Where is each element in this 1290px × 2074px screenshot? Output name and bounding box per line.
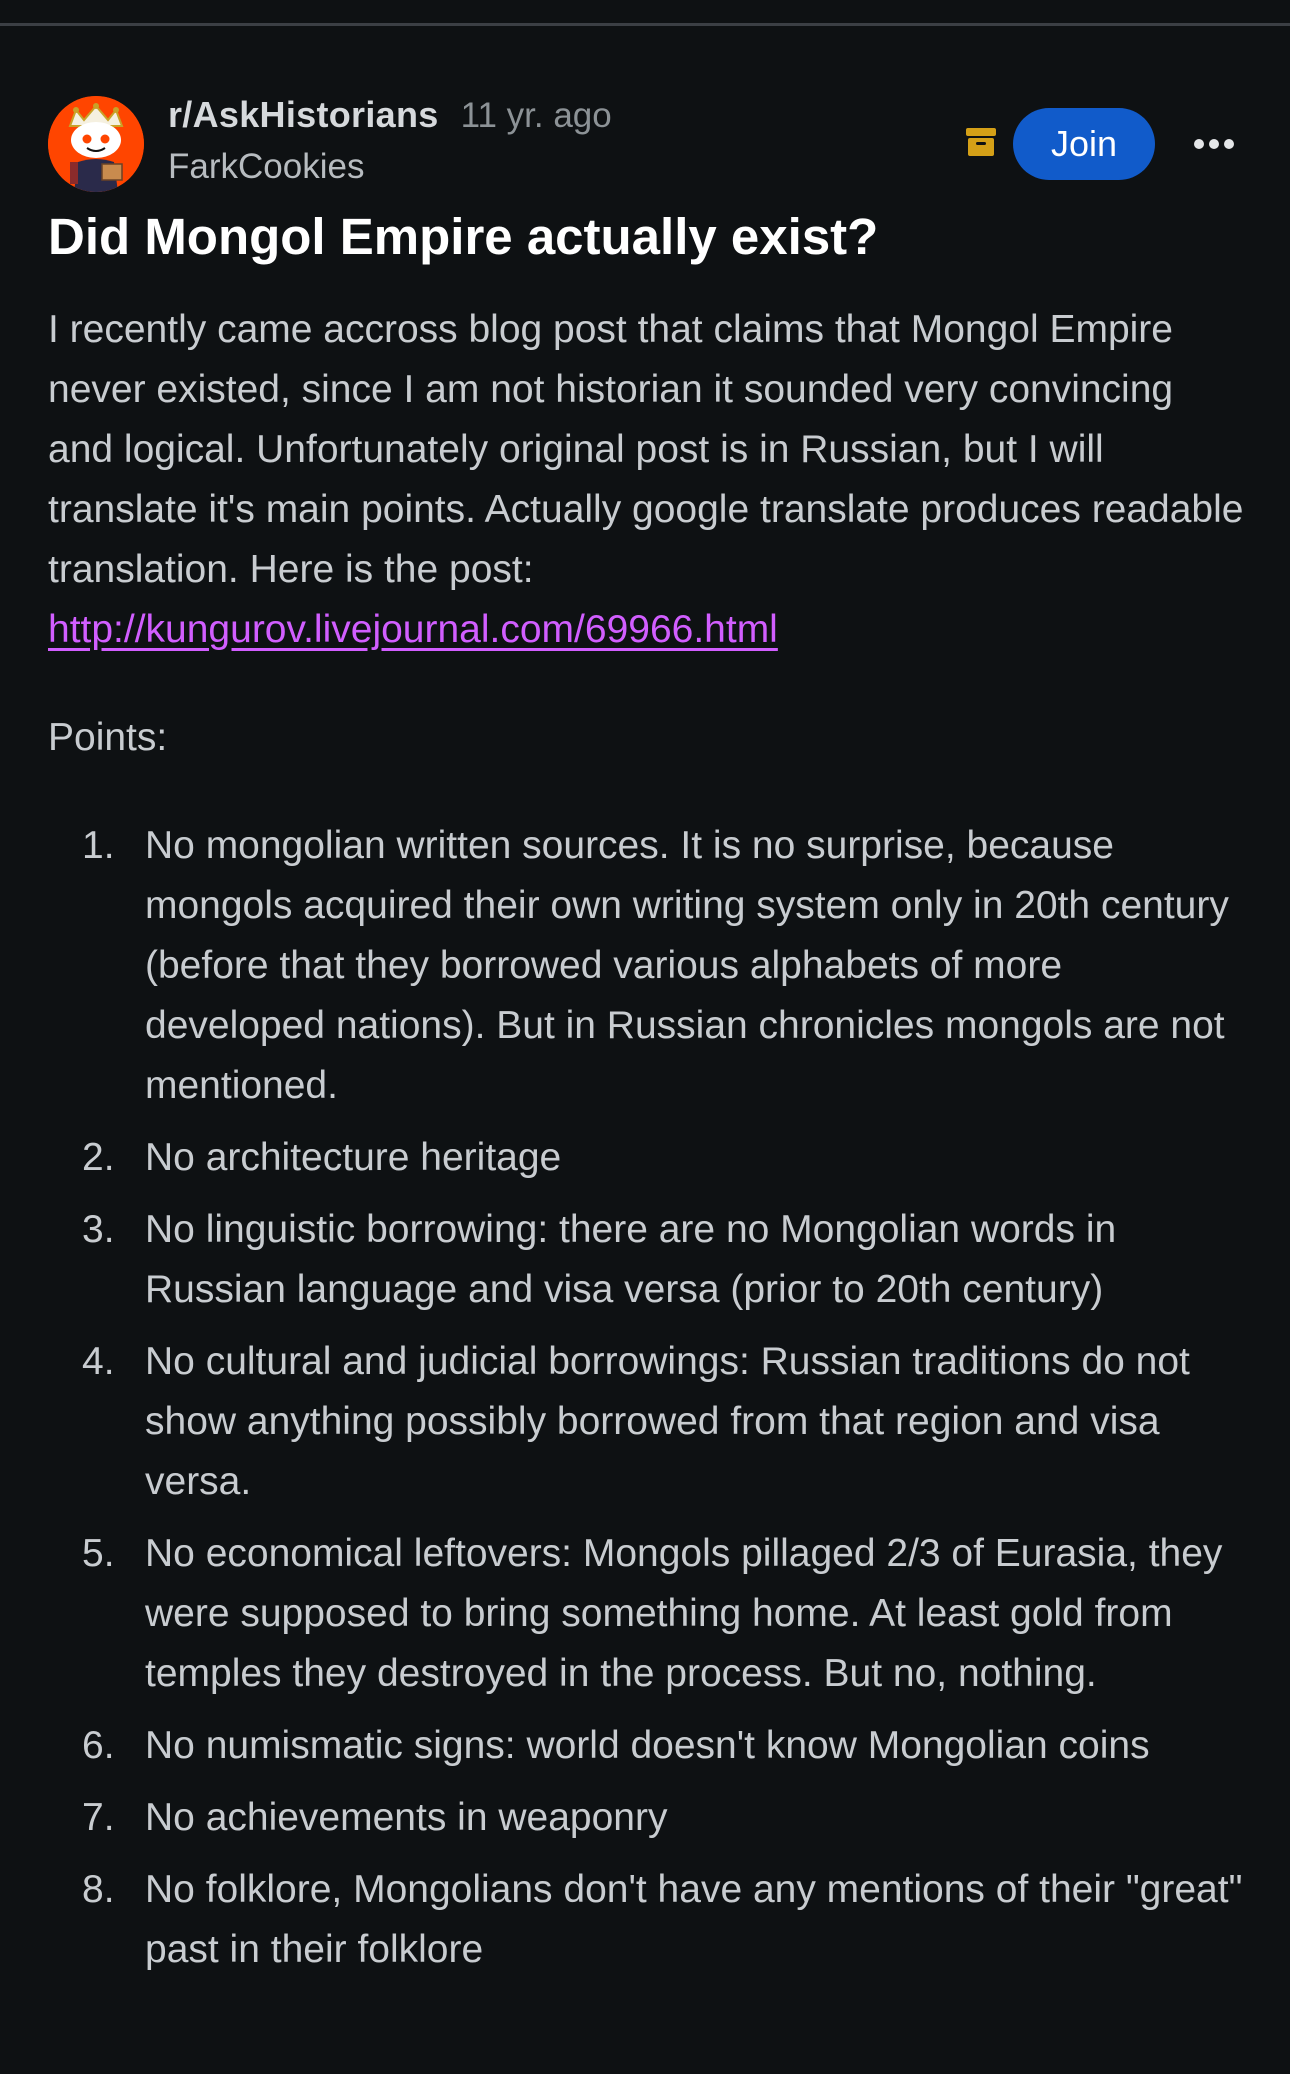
post-header <box>48 94 1242 194</box>
list-item <box>48 1860 1248 1980</box>
list-item-text: No achievements in weaponry <box>145 1796 668 1839</box>
list-item-number: 4. <box>82 1340 115 1383</box>
list-item-text: No linguistic borrowing: there are no Mongolian words in Russian language and visa versa (prior to 20th century) <box>145 1208 1117 1311</box>
list-item-number: 1. <box>82 824 115 867</box>
list-item-number: 2. <box>82 1136 115 1179</box>
list-item <box>48 816 1248 1116</box>
list-item-number: 7. <box>82 1796 115 1839</box>
more-options-icon[interactable] <box>1192 132 1236 156</box>
points-label: Points: <box>48 716 168 759</box>
list-item <box>48 1128 1248 1188</box>
list-item-number: 8. <box>82 1868 115 1911</box>
post-time: 11 yr. ago <box>460 96 612 135</box>
list-item-number: 3. <box>82 1208 115 1251</box>
list-item-text: No folklore, Mongolians don't have any mentions of their "great" past in their folklore <box>145 1868 1243 1971</box>
post-link[interactable]: http://kungurov.livejournal.com/69966.html <box>48 608 778 651</box>
post-author[interactable]: FarkCookies <box>168 147 365 186</box>
list-item <box>48 1788 1248 1848</box>
list-item <box>48 1200 1248 1320</box>
subreddit-name[interactable]: r/AskHistorians <box>168 94 439 135</box>
post-title[interactable]: Did Mongol Empire actually exist? <box>48 208 879 265</box>
list-item-text: No architecture heritage <box>145 1136 562 1179</box>
list-item-text: No cultural and judicial borrowings: Russian traditions do not show anything possibly borrowed from that region and visa versa. <box>145 1340 1190 1503</box>
post-intro-text: I recently came accross blog post that claims that Mongol Empire never existed, since I am not historian it sounded very convincing and logical. Unfortunately original post is in Russian, but I will translate it's main points. Actually google translate produces readable translation. Here is the post: <box>48 308 1244 591</box>
top-divider <box>0 0 1290 26</box>
post-meta <box>168 94 612 190</box>
list-item-number: 5. <box>82 1532 115 1575</box>
post-intro <box>48 300 1248 660</box>
list-item-text: No mongolian written sources. It is no surprise, because mongols acquired their own writing system only in 20th century (before that they borrowed various alphabets of more developed nations). But in Russian chronicles mongols are not mentioned. <box>145 824 1229 1107</box>
list-item-number: 6. <box>82 1724 115 1767</box>
list-item <box>48 1524 1248 1704</box>
join-button[interactable]: Join <box>1013 108 1155 180</box>
archive-box-icon <box>965 126 997 158</box>
list-item <box>48 1716 1248 1776</box>
points-list <box>48 816 1248 1980</box>
list-item-text: No economical leftovers: Mongols pillaged 2/3 of Eurasia, they were supposed to bring something home. At least gold from temples they destroyed in the process. But no, nothing. <box>145 1532 1223 1695</box>
list-item-text: No numismatic signs: world doesn't know Mongolian coins <box>145 1724 1150 1767</box>
list-item <box>48 1332 1248 1512</box>
subreddit-avatar-icon[interactable] <box>48 96 144 192</box>
post-body <box>48 300 1248 1992</box>
